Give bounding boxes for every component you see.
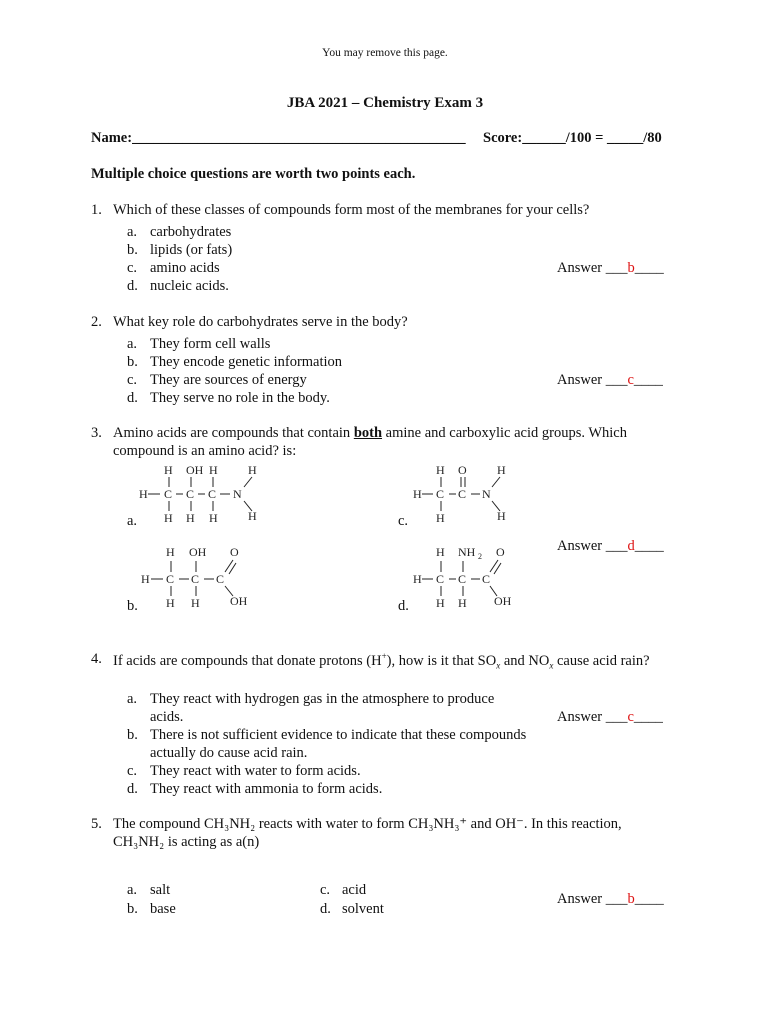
answer-value: c	[627, 709, 634, 725]
atom-label: C	[482, 572, 491, 586]
atom-label: C	[208, 487, 217, 501]
atom-label: O	[230, 545, 239, 559]
atom-subscript: 2	[478, 552, 482, 561]
atom-label: C	[458, 572, 467, 586]
option-d: They react with ammonia to form acids.	[150, 781, 383, 797]
atom-label: H	[248, 463, 257, 477]
option-letter: a.	[127, 691, 138, 707]
answer-line: Answer ___b____	[557, 260, 664, 276]
answer-line: Answer ___c____	[557, 709, 663, 725]
option-letter: b.	[127, 598, 138, 614]
question-text: What key role do carbohydrates serve in the body?	[113, 314, 408, 330]
option-letter: c.	[127, 372, 138, 388]
question-text-line2: compound is an amino acid? is:	[113, 443, 297, 459]
superscript: +	[381, 651, 387, 661]
atom-label: C	[436, 487, 445, 501]
option-a: salt	[150, 882, 171, 898]
option-letter: c.	[127, 763, 138, 779]
exam-title: JBA 2021 – Chemistry Exam 3	[286, 95, 484, 111]
option-letter: a.	[127, 224, 138, 240]
question-number: 2.	[91, 314, 102, 330]
option-c: They react with water to form acids.	[150, 763, 361, 779]
question-text: Which of these classes of compounds form most of the membranes for your cells?	[113, 202, 590, 218]
answer-label: Answer	[557, 709, 603, 725]
text-part: amine and carboxylic acid groups. Which	[382, 425, 627, 441]
atom-label: OH	[186, 463, 204, 477]
atom-label: O	[458, 463, 467, 477]
option-letter: d.	[127, 390, 138, 406]
atom-label: H	[164, 511, 173, 525]
atom-label: N	[233, 487, 242, 501]
option-letter: d.	[127, 781, 138, 797]
option-letter: a.	[127, 882, 138, 898]
name-label: Name:______________________________________________	[91, 130, 466, 146]
option-c: They are sources of energy	[150, 372, 307, 388]
atom-label: H	[166, 545, 175, 559]
question-number: 3.	[91, 425, 102, 441]
atom-label: C	[216, 572, 225, 586]
atom-label: H	[191, 596, 200, 610]
option-b: base	[150, 901, 176, 917]
answer-value: c	[627, 372, 634, 388]
atom-label: H	[436, 596, 445, 610]
answer-line: Answer ___b____	[557, 891, 664, 907]
atom-label: C	[186, 487, 195, 501]
option-a: carbohydrates	[150, 224, 232, 240]
question-text: The compound CH₃NH₂ reacts with water to form CH₃NH₃⁺ and OH⁻. In this reaction,	[113, 816, 622, 832]
atom-label: H	[436, 511, 445, 525]
option-letter: d.	[127, 278, 138, 294]
question-text-line2: CH₃NH₂ is acting as a(n)	[113, 834, 260, 850]
atom-label: H	[413, 487, 422, 501]
atom-label: H	[139, 487, 148, 501]
option-a-cont: acids.	[150, 709, 184, 725]
option-d: They serve no role in the body.	[150, 390, 330, 406]
option-d: solvent	[342, 901, 384, 917]
atom-label: H	[166, 596, 175, 610]
option-letter: b.	[127, 901, 138, 917]
atom-label: H	[209, 463, 218, 477]
text-part: and NO	[500, 652, 550, 669]
text-part: Amino acids are compounds that contain	[113, 425, 354, 441]
option-b: They encode genetic information	[150, 354, 343, 370]
option-d: nucleic acids.	[150, 278, 229, 294]
atom-label: N	[482, 487, 491, 501]
atom-label: H	[458, 596, 467, 610]
atom-label: OH	[494, 594, 512, 608]
question-number: 5.	[91, 816, 102, 832]
atom-label: C	[458, 487, 467, 501]
atom-label: C	[436, 572, 445, 586]
atom-label: OH	[189, 545, 207, 559]
option-b-cont: actually do cause acid rain.	[150, 745, 308, 761]
option-letter: b.	[127, 354, 138, 370]
answer-line: Answer ___c____	[557, 372, 663, 388]
atom-label: NH	[458, 545, 476, 559]
option-b: lipids (or fats)	[150, 242, 233, 258]
question-number: 4.	[91, 651, 102, 667]
atom-label: C	[164, 487, 173, 501]
page-notice: You may remove this page.	[322, 47, 448, 59]
score-label: Score:______/100 = _____/80	[483, 130, 662, 146]
atom-label: C	[191, 572, 200, 586]
option-b: There is not sufficient evidence to indicate that these compounds	[150, 727, 527, 743]
atom-label: H	[436, 463, 445, 477]
answer-line: Answer ___d____	[557, 538, 664, 554]
atom-label: H	[436, 545, 445, 559]
atom-label: O	[496, 545, 505, 559]
option-letter: d.	[320, 901, 331, 917]
answer-label: Answer	[557, 372, 603, 388]
option-letter: b.	[127, 727, 138, 743]
atom-label: H	[497, 463, 506, 477]
option-letter: b.	[127, 242, 138, 258]
option-letter: a.	[127, 513, 138, 529]
atom-label: H	[186, 511, 195, 525]
instructions: Multiple choice questions are worth two points each.	[91, 166, 416, 182]
answer-label: Answer	[557, 260, 603, 276]
question-number: 1.	[91, 202, 102, 218]
text-part: ), how is it that SO	[386, 652, 497, 669]
option-letter: c.	[398, 513, 409, 529]
atom-label: H	[248, 509, 257, 523]
subscript: x	[549, 660, 554, 671]
text-part: cause acid rain?	[553, 652, 650, 669]
subscript: x	[496, 660, 501, 671]
atom-label: H	[413, 572, 422, 586]
atom-label: H	[141, 572, 150, 586]
option-letter: c.	[127, 260, 138, 276]
emphasis-word: both	[353, 425, 383, 441]
atom-label: OH	[230, 594, 248, 608]
answer-label: Answer	[557, 891, 603, 907]
option-c: amino acids	[150, 260, 220, 276]
option-letter: c.	[320, 882, 331, 898]
option-a: They form cell walls	[150, 336, 271, 352]
answer-value: d	[627, 538, 635, 554]
atom-label: C	[166, 572, 175, 586]
atom-label: H	[209, 511, 218, 525]
option-a: They react with hydrogen gas in the atmosphere to produce	[150, 691, 495, 707]
answer-value: b	[627, 260, 635, 276]
option-letter: d.	[398, 598, 409, 614]
text-part: If acids are compounds that donate protons (H	[113, 652, 382, 669]
option-c: acid	[342, 882, 367, 898]
answer-value: b	[627, 891, 635, 907]
atom-label: H	[497, 509, 506, 523]
answer-label: Answer	[557, 538, 603, 554]
option-letter: a.	[127, 336, 138, 352]
atom-label: H	[164, 463, 173, 477]
question-text	[113, 651, 650, 671]
